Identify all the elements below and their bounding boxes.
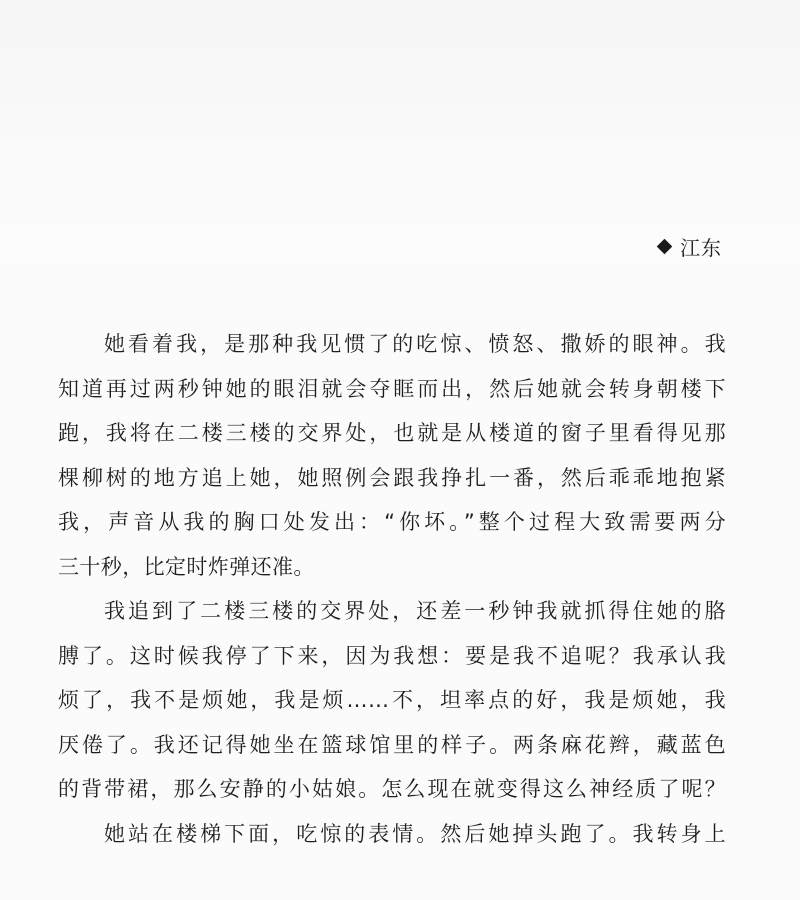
text-line: 厌倦了。我还记得她坐在篮球馆里的样子。两条麻花辫，藏蓝色 [58, 732, 726, 757]
body-text [58, 322, 726, 856]
text-line: 的背带裙，那么安静的小姑娘。怎么现在就变得这么神经质了呢？ [58, 777, 726, 801]
author-byline [659, 232, 722, 261]
text-line: 烦了，我不是烦她，我是烦……不，坦率点的好，我是烦她，我 [58, 688, 726, 712]
text-line: 她站在楼梯下面，吃惊的表情。然后她掉头跑了。我转身上 [104, 821, 726, 846]
diamond-icon [657, 239, 673, 255]
top-margin [0, 0, 800, 260]
text-line: 三十秒，比定时炸弹还准。 [58, 554, 315, 579]
author-name: 江东 [680, 236, 722, 260]
text-line: 她看着我，是那种我见惯了的吃惊、愤怒、撒娇的眼神。我 [104, 332, 726, 356]
text-line: 我，声音从我的胸口处发出：“你坏。”整个过程大致需要两分 [58, 510, 726, 534]
text-line: 跑，我将在二楼三楼的交界处，也就是从楼道的窗子里看得见那 [58, 421, 726, 445]
text-line: 膊了。这时候我停了下来，因为我想：要是我不追呢？我承认我 [58, 643, 726, 668]
text-line: 我追到了二楼三楼的交界处，还差一秒钟我就抓得住她的胳 [104, 599, 726, 623]
text-line: 棵柳树的地方追上她，她照例会跟我挣扎一番，然后乖乖地抱紧 [58, 465, 726, 490]
text-line: 知道再过两秒钟她的眼泪就会夺眶而出，然后她就会转身朝楼下 [58, 376, 726, 401]
